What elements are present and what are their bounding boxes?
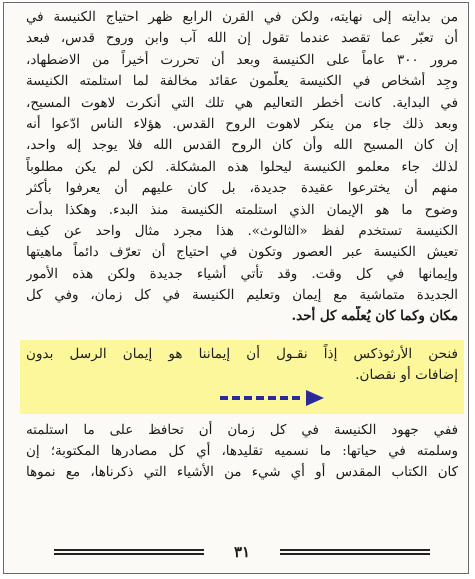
- text-line: أن تعبّر عما تقصد عندما تقول إن الله آب وابن وروح قدس، فبعد: [26, 31, 458, 47]
- highlight-line-last: إضافات أو نقصان.: [355, 367, 458, 384]
- page-frame: [3, 2, 469, 574]
- arrow-dash: [292, 396, 300, 400]
- arrow-row: [26, 387, 458, 411]
- text-line: وإيمانها في كل وقت. وقد تأتي أشياء جديدة ولكن هذه الأمور: [26, 266, 458, 282]
- footer-rule-left: [54, 549, 204, 551]
- text-line: الكنيسة تستخدم لفظ «الثالوث». هذا مجرد مثال واحد عن كيف: [26, 223, 458, 239]
- text-line: مرور ٣٠٠ عاماً على الكنيسة وبعد أن تحررت أخيراً من الاضطهاد،: [26, 52, 458, 68]
- page-number: ٣١: [233, 543, 251, 561]
- text-line: كان الكتاب المقدس أو أي شيء من الأشياء التي ذكرناها، مع نموها: [26, 465, 458, 481]
- arrow-dash: [232, 396, 240, 400]
- arrow-dash: [256, 396, 264, 400]
- text-line: وجِد أشخاص في الكنيسة يعلّمون عقائد مخالفة لما استلمته الكنيسة: [26, 74, 458, 90]
- highlighted-passage: [20, 340, 464, 414]
- text-line-last: مكان وكما كان يُعلّمه كل أحد.: [291, 308, 458, 325]
- text-line: منهم أن يخترعوا عقيدة جديدة، بل كان عليهم أن يعرفوا بأكثر: [26, 181, 458, 197]
- text-line: وسلمته في حياتها: ما نسميه تقليدها، أي كل مصادرها المكتوبة؛ إن: [26, 444, 458, 460]
- text-line: وضوح ما هو الإيمان الذي استلمته الكنيسة منذ البدء. وهكذا بدأت: [26, 202, 458, 218]
- text-line: إن كان المسيح الله وأن كان الروح القدس الله فلا يوجد إله واحد،: [26, 138, 458, 154]
- arrow-dash: [268, 396, 276, 400]
- text-line: تعيش الكنيسة عبر العصور وتكون في احتياج أن تعرّف دائماً ماهيتها: [26, 245, 458, 261]
- highlight-line: فنحن الأرثوذكس إذاً نقـول أن إيماننا هو إيمان الرسل بدون: [26, 345, 458, 362]
- page-footer: [54, 543, 430, 563]
- paragraph-gap: [26, 328, 458, 340]
- text-line: ففي جهود الكنيسة في كل زمان أن تحافظ على ما استلمته: [26, 422, 458, 438]
- dashed-arrow-icon: [218, 389, 326, 407]
- paragraph-2: [26, 420, 458, 484]
- page-text: [26, 7, 458, 484]
- footer-rule-right: [280, 549, 430, 551]
- text-line: وبعد ذلك جاء من ينكر لاهوت الروح القدس. هؤلاء الناس ادّعوا أنه: [26, 116, 458, 132]
- arrow-dash: [244, 396, 252, 400]
- arrow-dash: [280, 396, 288, 400]
- text-line: في البداية. كانت أخطر التعاليم هي تلك التي أنكرت لاهوت المسيح،: [26, 95, 458, 111]
- text-line: من بدايته إلى نهايته، ولكن في القرن الرابع ظهر احتياج الكنيسة في: [26, 10, 458, 25]
- text-line: الجديدة متماشية مع إيمان وتعليم الكنيسة في كل زمان، وفي كل: [26, 288, 458, 304]
- arrow-dash: [220, 396, 228, 400]
- arrow-head: [306, 390, 324, 406]
- paragraph-1: [26, 7, 458, 328]
- text-line: لذلك جاء معلمو الكنيسة ليحلوا هذه المشكلة. لكن لم يكن مطلوباً: [26, 159, 458, 175]
